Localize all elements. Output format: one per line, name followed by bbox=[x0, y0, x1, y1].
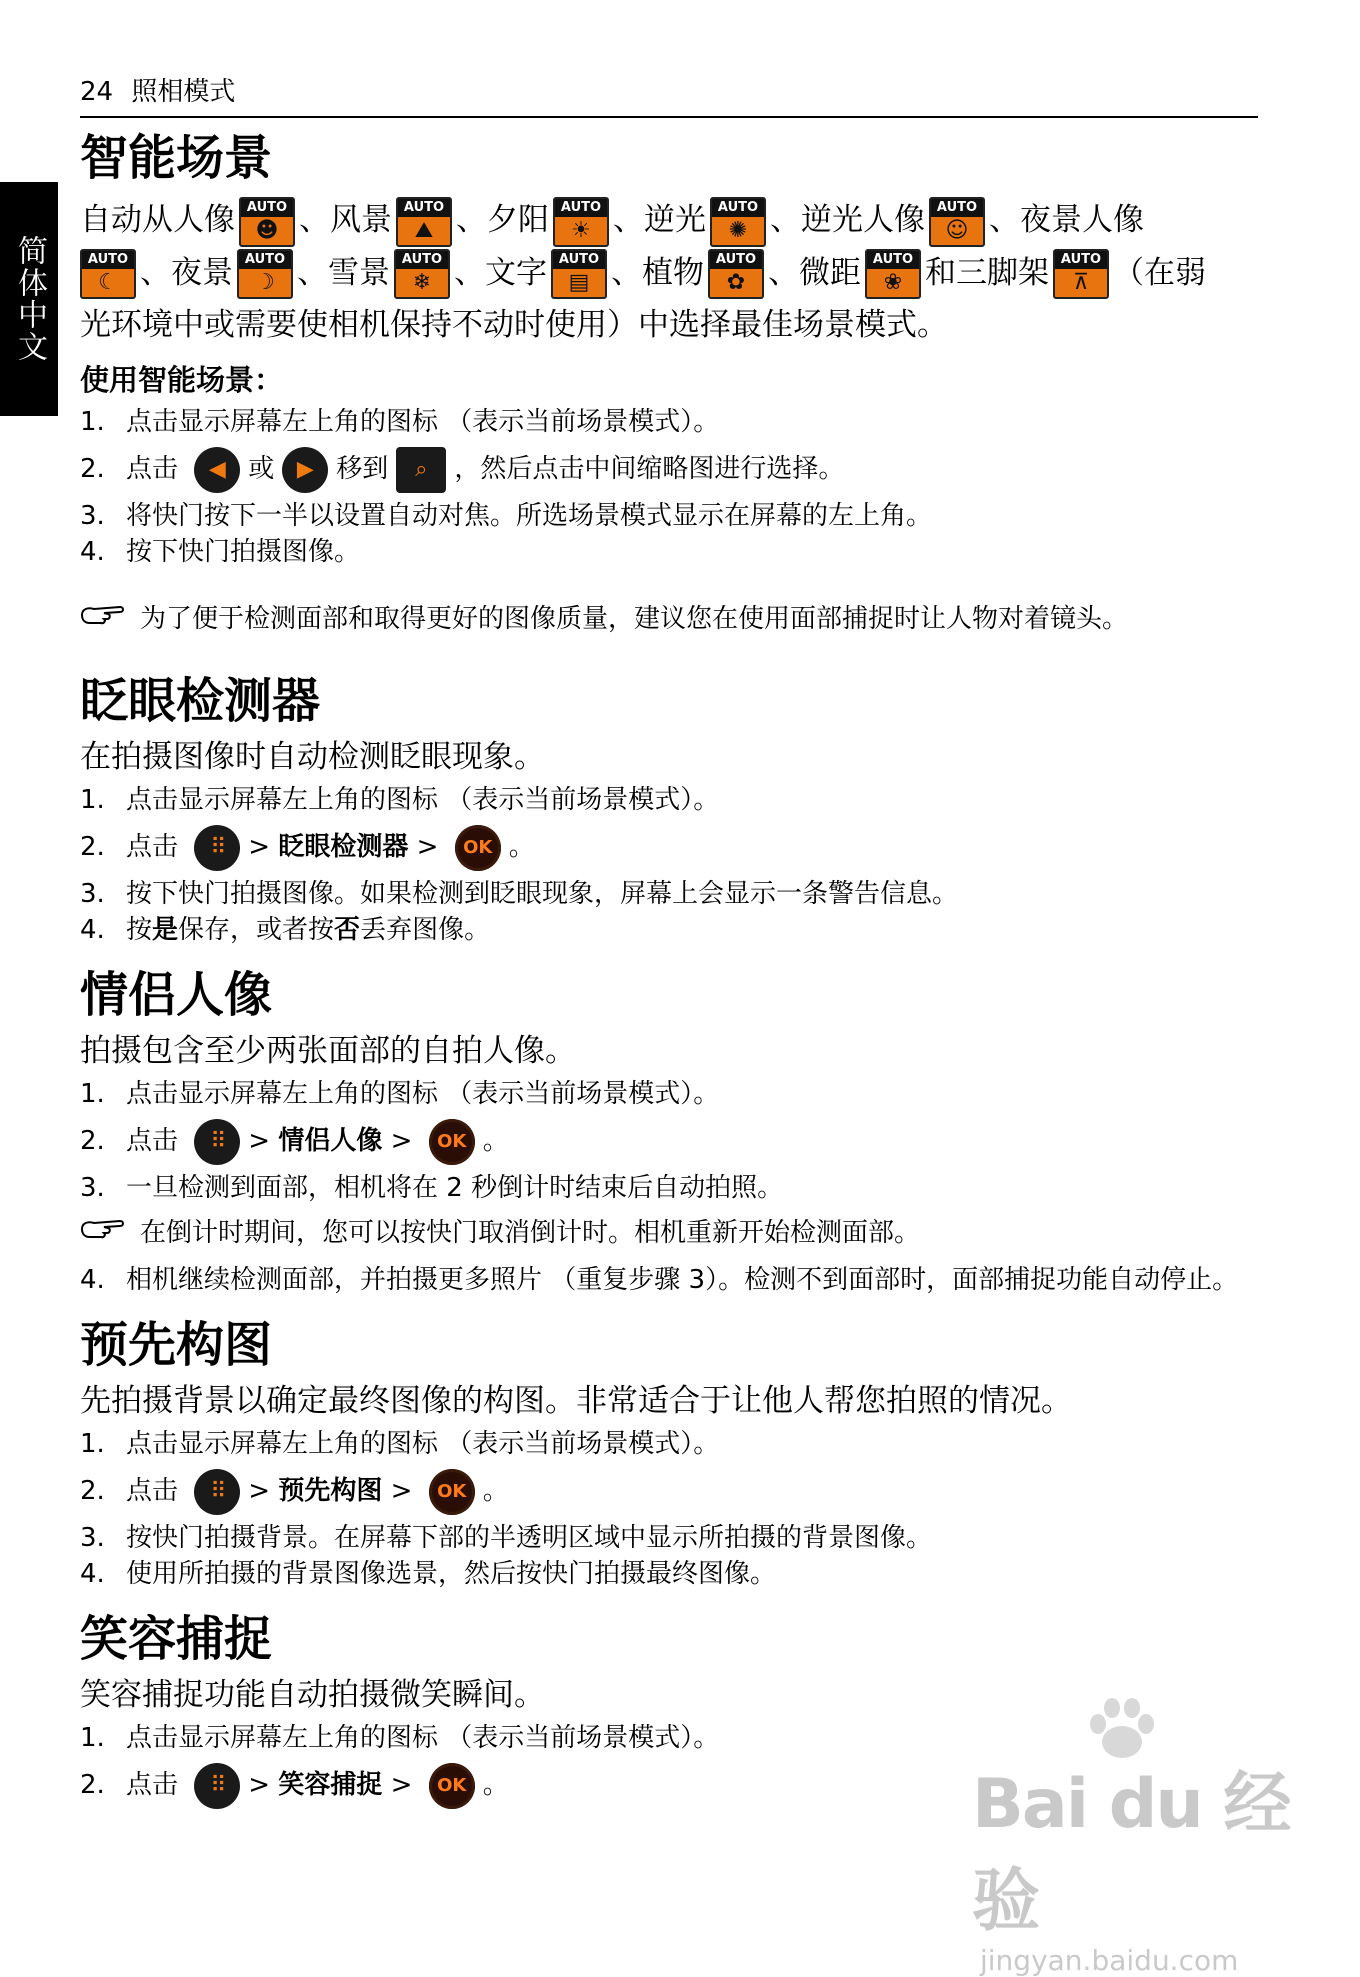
section-intro: 在拍摄图像时自动检测眨眼现象。 bbox=[80, 739, 545, 775]
note: 为了便于检测面部和取得更好的图像质量，建议您在使用面部捕捉时让人物对着镜头。 bbox=[80, 599, 1270, 639]
step-item: 2. 点击 ⠿ > 笑容捕捉 > OK 。 bbox=[80, 1757, 1270, 1813]
section-blink-detector bbox=[80, 669, 1270, 947]
step-item: 3. 按下快门拍摄图像。如果检测到眨眼现象，屏幕上会显示一条警告信息。 bbox=[80, 879, 959, 909]
ok-button-icon: OK bbox=[429, 1763, 475, 1809]
step-item: 2. 点击 ◀ 或 ▶ 移到 ⌕ ，然后点击中间缩略图进行选择。 bbox=[80, 441, 1270, 497]
step-item: 1. 点击显示屏幕左上角的图标 （表示当前场景模式）。 bbox=[80, 1723, 720, 1753]
intro-text: 自动从人像 bbox=[80, 202, 235, 238]
note: 在倒计时期间，您可以按快门取消倒计时。相机重新开始检测面部。 bbox=[80, 1213, 1270, 1253]
ok-button-icon: OK bbox=[455, 825, 501, 871]
menu-button-icon: ⠿ bbox=[194, 1469, 240, 1515]
section-title: 预先构图 bbox=[80, 1317, 273, 1373]
section-intro: 先拍摄背景以确定最终图像的构图。非常适合于让他人帮您拍照的情况。 bbox=[80, 1383, 1072, 1419]
page-header bbox=[80, 76, 1258, 118]
section-title: 眨眼检测器 bbox=[80, 673, 321, 729]
backlight-scene-icon: AUTO ✺ bbox=[710, 197, 766, 247]
section-title: 情侣人像 bbox=[80, 967, 273, 1023]
section-smart-scene bbox=[80, 126, 1270, 639]
baidu-watermark bbox=[972, 1720, 1302, 1977]
plant-scene-icon: AUTO ✿ bbox=[708, 249, 764, 299]
intro-text: 、风景 bbox=[299, 202, 392, 238]
intro-text: 、文字 bbox=[454, 254, 547, 291]
right-arrow-button-icon: ▶ bbox=[282, 447, 328, 493]
tripod-scene-icon: AUTO ⊼ bbox=[1053, 249, 1109, 299]
section-intro: 笑容捕捉功能自动拍摄微笑瞬间。 bbox=[80, 1677, 545, 1713]
smart-scene-mode-icon: ⌕ bbox=[396, 447, 446, 493]
step-item: 3. 将快门按下一半以设置自动对焦。所选场景模式显示在屏幕的左上角。 bbox=[80, 501, 933, 531]
intro-text: 和三脚架 bbox=[925, 254, 1049, 291]
step-item: 1. 点击显示屏幕左上角的图标 （表示当前场景模式）。 bbox=[80, 407, 720, 437]
step-item: 2. 点击 ⠿ > 预先构图 > OK 。 bbox=[80, 1463, 1270, 1519]
step-item: 1. 点击显示屏幕左上角的图标 （表示当前场景模式）。 bbox=[80, 1079, 720, 1109]
intro-text: 、雪景 bbox=[297, 254, 390, 291]
intro-text: 、植物 bbox=[611, 254, 704, 291]
intro-text: 、夕阳 bbox=[456, 202, 549, 238]
section-title: 智能场景 bbox=[80, 130, 273, 186]
pointing-hand-icon bbox=[80, 599, 126, 639]
menu-button-icon: ⠿ bbox=[194, 1119, 240, 1165]
step-item: 3. 一旦检测到面部，相机将在 2 秒倒计时结束后自动拍照。 bbox=[80, 1173, 784, 1203]
page-content bbox=[80, 126, 1270, 1829]
macro-scene-icon: AUTO ❀ bbox=[865, 249, 921, 299]
pointing-hand-icon bbox=[80, 1213, 126, 1253]
watermark-logo: Bai du 经验 bbox=[972, 1765, 1290, 1941]
portrait-scene-icon: AUTO ☻ bbox=[239, 197, 295, 247]
paw-icon bbox=[1082, 1694, 1162, 1764]
text-scene-icon: AUTO ▤ bbox=[551, 249, 607, 299]
menu-button-icon: ⠿ bbox=[194, 1763, 240, 1809]
snow-scene-icon: AUTO ❄ bbox=[394, 249, 450, 299]
step-item: 4. 按是保存，或者按否丢弃图像。 bbox=[80, 915, 491, 945]
step-item: 4. 使用所拍摄的背景图像选景，然后按快门拍摄最终图像。 bbox=[80, 1559, 777, 1589]
intro-text: 、逆光 bbox=[613, 202, 706, 238]
ok-button-icon: OK bbox=[429, 1469, 475, 1515]
landscape-scene-icon: AUTO ⛰ bbox=[396, 197, 452, 247]
step-item: 4. 相机继续检测面部，并拍摄更多照片 （重复步骤 3）。检测不到面部时，面部捕捉功能自动停止。 bbox=[80, 1265, 1239, 1295]
ok-button-icon: OK bbox=[429, 1119, 475, 1165]
page-number: 24 bbox=[80, 77, 114, 107]
section-intro bbox=[80, 194, 1270, 351]
intro-text: 、夜景人像 bbox=[989, 202, 1144, 238]
left-arrow-button-icon: ◀ bbox=[194, 447, 240, 493]
intro-line: 光环境中或需要使相机保持不动时使用）中选择最佳场景模式。 bbox=[80, 307, 948, 343]
step-item: 2. 点击 ⠿ > 情侣人像 > OK 。 bbox=[80, 1113, 1270, 1169]
section-couple-portrait bbox=[80, 963, 1270, 1297]
subheading: 使用智能场景： bbox=[80, 363, 284, 397]
intro-text: 、微距 bbox=[768, 254, 861, 291]
menu-button-icon: ⠿ bbox=[194, 825, 240, 871]
night-portrait-scene-icon: AUTO ☾ bbox=[80, 249, 136, 299]
intro-text: 、逆光人像 bbox=[770, 202, 925, 238]
intro-text: （在弱 bbox=[1113, 254, 1206, 291]
step-item: 4. 按下快门拍摄图像。 bbox=[80, 537, 361, 567]
section-intro: 拍摄包含至少两张面部的自拍人像。 bbox=[80, 1033, 576, 1069]
sunset-scene-icon: AUTO ☀ bbox=[553, 197, 609, 247]
watermark-url: jingyan.baidu.com bbox=[980, 1944, 1239, 1977]
night-scene-icon: AUTO ☽ bbox=[237, 249, 293, 299]
step-item: 2. 点击 ⠿ > 眨眼检测器 > OK 。 bbox=[80, 819, 1270, 875]
step-item: 1. 点击显示屏幕左上角的图标 （表示当前场景模式）。 bbox=[80, 1429, 720, 1459]
language-tab: 简体中文 bbox=[0, 182, 58, 416]
backlight-portrait-scene-icon: AUTO ☺ bbox=[929, 197, 985, 247]
section-title: 笑容捕捉 bbox=[80, 1611, 273, 1667]
section-pre-compose bbox=[80, 1313, 1270, 1591]
intro-text: 、夜景 bbox=[140, 254, 233, 291]
step-item: 3. 按快门拍摄背景。在屏幕下部的半透明区域中显示所拍摄的背景图像。 bbox=[80, 1523, 933, 1553]
chapter-title: 照相模式 bbox=[131, 77, 236, 107]
step-item: 1. 点击显示屏幕左上角的图标 （表示当前场景模式）。 bbox=[80, 785, 720, 815]
